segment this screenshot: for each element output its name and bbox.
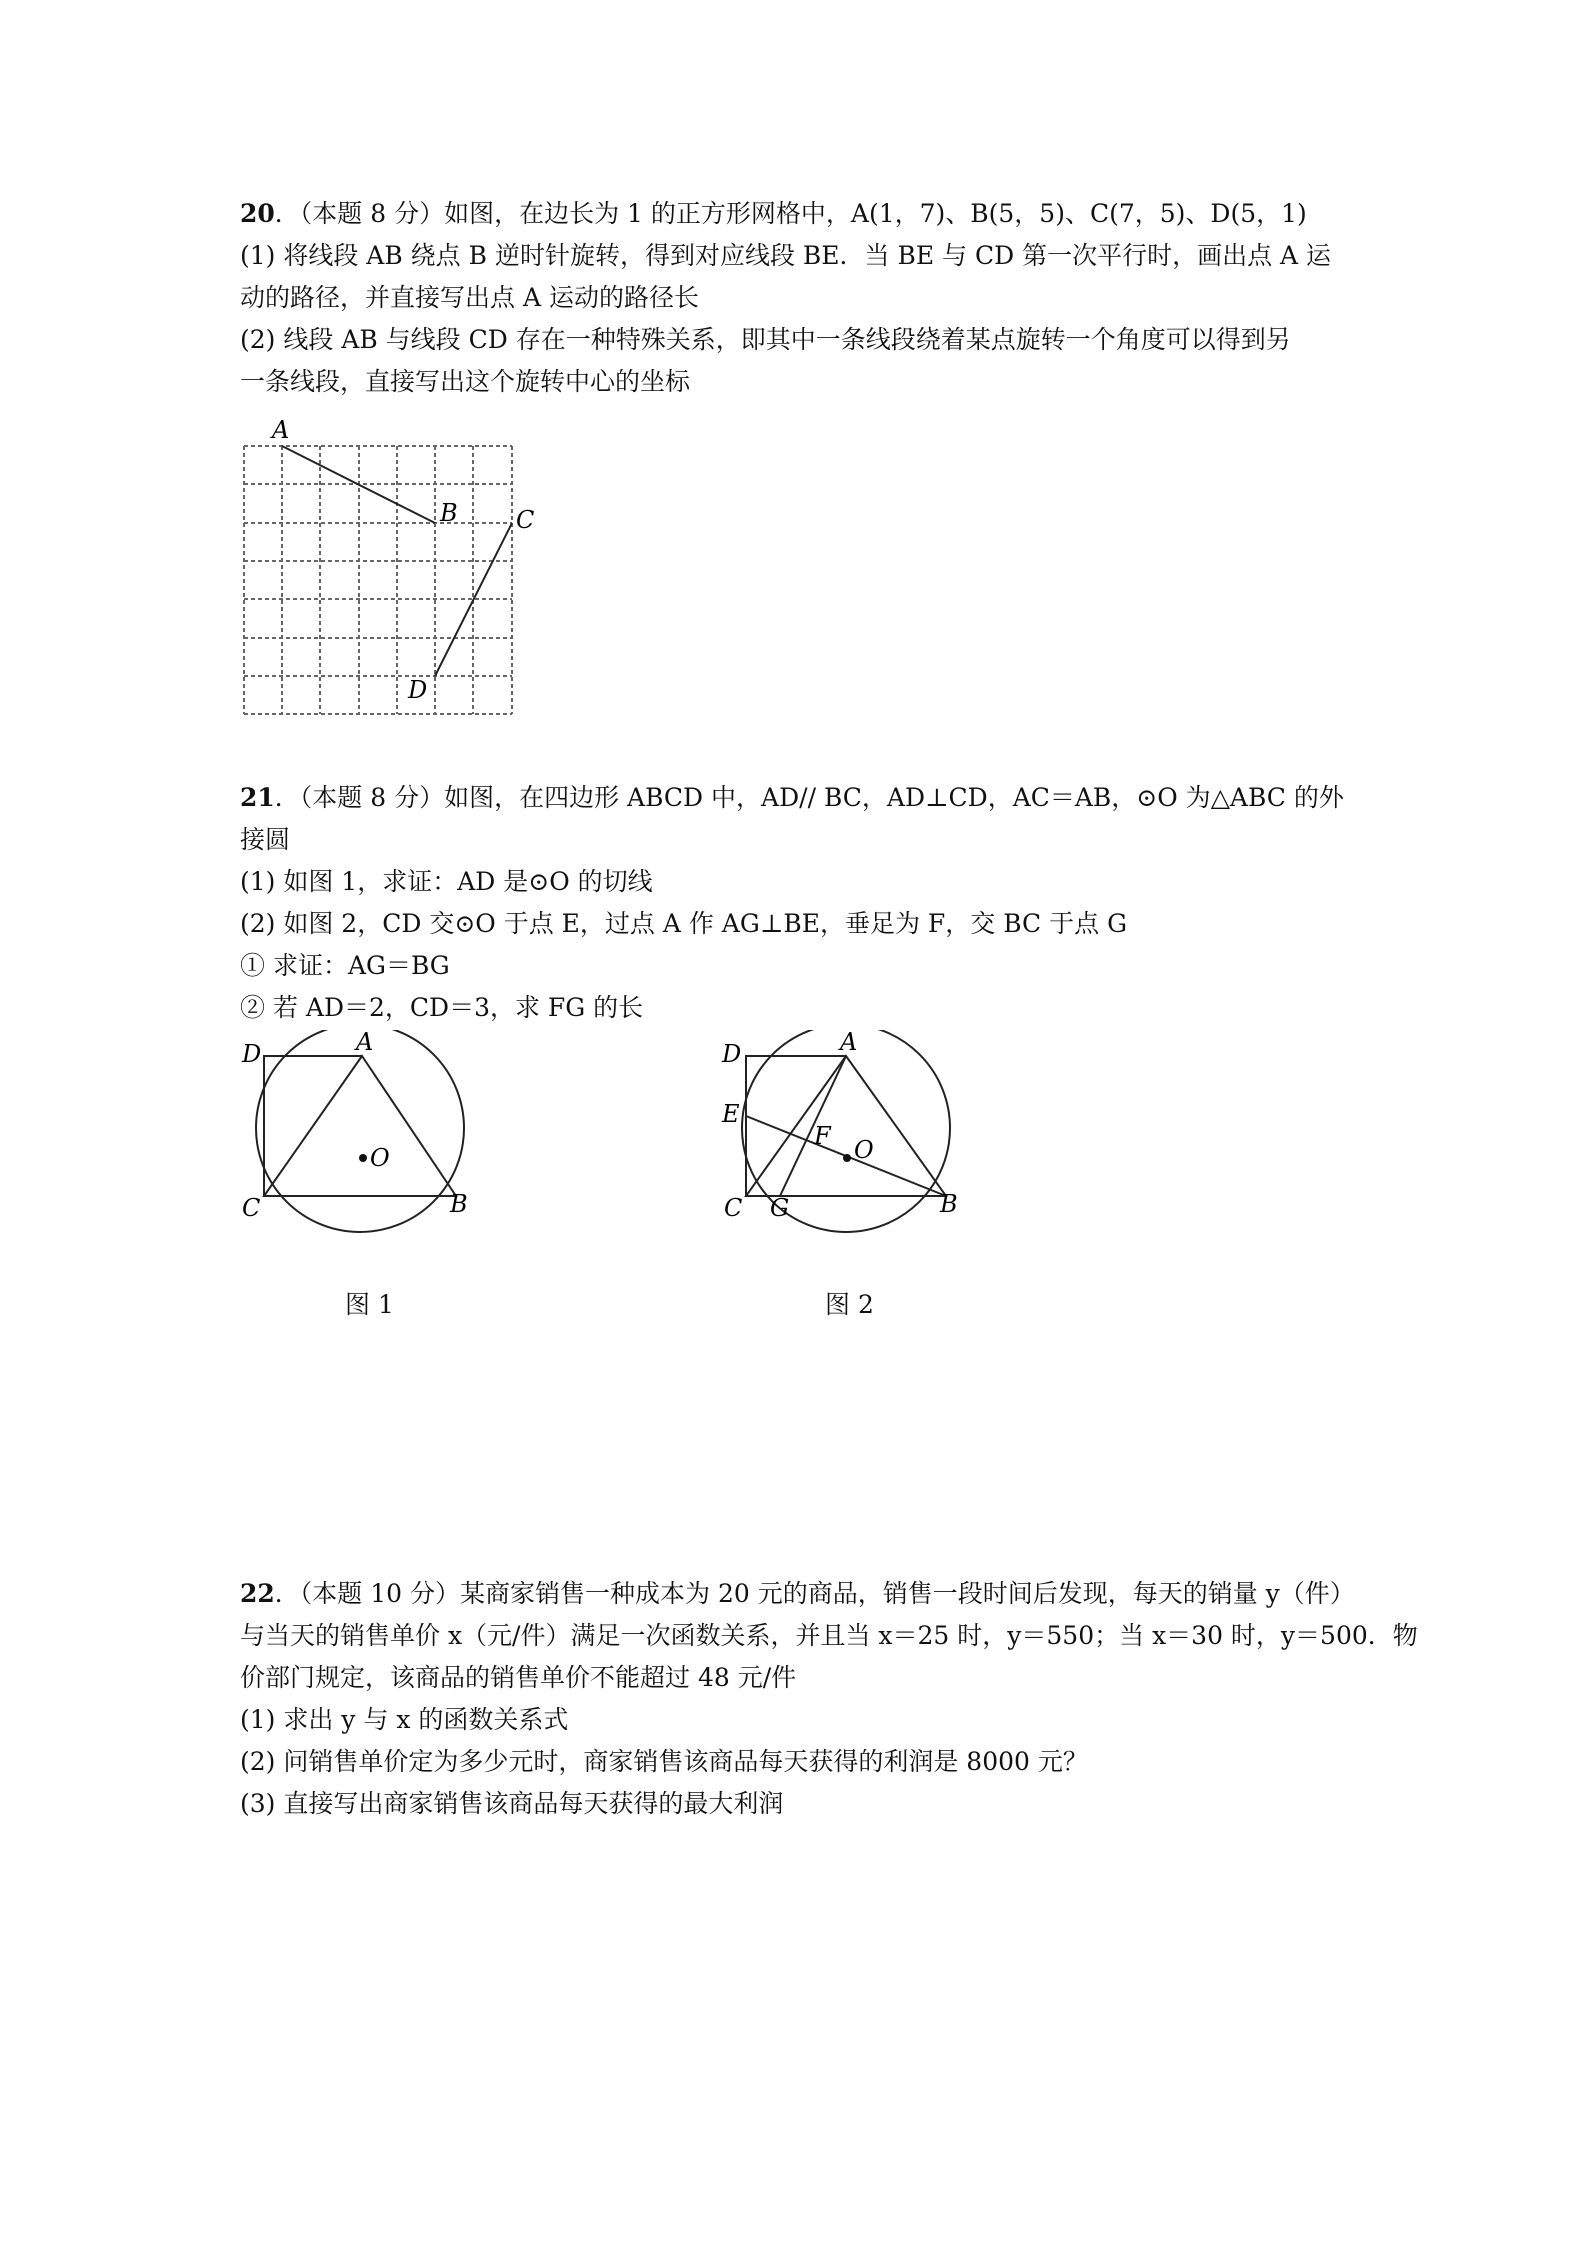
label-a: A (272, 416, 290, 444)
q21-part2: (2) 如图 2，CD 交⊙O 于点 E，过点 A 作 AG⊥BE，垂足为 F，交 BC 于点 G (240, 909, 1128, 938)
q20-part2-line2: 一条线段，直接写出这个旋转中心的坐标 (240, 367, 691, 396)
label-o: O (370, 1144, 390, 1172)
center-point (359, 1154, 367, 1162)
q21-figure-2 (710, 1030, 970, 1280)
q20-part1-line2: 动的路径，并直接写出点 A 运动的路径长 (240, 283, 699, 312)
label-b: B (450, 1190, 468, 1218)
q21-number: 21 (240, 783, 275, 812)
q22-part3: (3) 直接写出商家销售该商品每天获得的最大利润 (240, 1789, 784, 1818)
triangle-abc (746, 1056, 946, 1196)
q21-figure-1 (230, 1030, 490, 1280)
q20-part1-line1: (1) 将线段 AB 绕点 B 逆时针旋转，得到对应线段 BE．当 BE 与 CD 第一次平行时，画出点 A 运 (240, 241, 1332, 270)
label-a: A (840, 1030, 858, 1056)
q22-part2: (2) 问销售单价定为多少元时，商家销售该商品每天获得的利润是 8000 元？ (240, 1747, 1088, 1776)
label-d: D (722, 1040, 742, 1068)
triangle-abc (264, 1056, 456, 1196)
q21-heading-line2: 接圆 (240, 825, 291, 854)
segment-ag (780, 1056, 846, 1196)
q21-sub1: ① 求证：AG＝BG (240, 951, 450, 980)
label-f: F (814, 1122, 831, 1150)
label-d: D (242, 1040, 262, 1068)
q21-heading-text: ．（本题 8 分）如图，在四边形 ABCD 中，AD// BC，AD⊥CD，AC＝AB，⊙O 为△ABC 的外 (274, 783, 1344, 812)
q20-number: 20 (240, 199, 275, 228)
q22-heading-line2: 与当天的销售单价 x（元/件）满足一次函数关系，并且当 x＝25 时，y＝550；当 x＝30 时，y＝500．物 (240, 1621, 1418, 1650)
square-grid (244, 446, 512, 714)
label-a: A (356, 1030, 374, 1056)
q20-heading (240, 198, 1307, 230)
q20-grid-figure (230, 410, 550, 730)
label-b: B (940, 1190, 958, 1218)
q20-part2-line1: (2) 线段 AB 与线段 CD 存在一种特殊关系，即其中一条线段绕着某点旋转一个角度可以得到另 (240, 325, 1291, 354)
q22-heading-text: ．（本题 10 分）某商家销售一种成本为 20 元的商品，销售一段时间后发现，每天的销量 y（件） (274, 1579, 1355, 1608)
q21-heading (240, 782, 1344, 814)
q21-sub2: ② 若 AD＝2，CD＝3，求 FG 的长 (240, 993, 644, 1022)
q21-part1: (1) 如图 1，求证：AD 是⊙O 的切线 (240, 867, 653, 896)
center-point (843, 1154, 851, 1162)
label-c: C (516, 506, 535, 534)
figure-2-caption: 图 2 (825, 1290, 874, 1319)
label-c: C (242, 1194, 261, 1222)
q22-heading-line3: 价部门规定，该商品的销售单价不能超过 48 元/件 (240, 1663, 797, 1692)
q22-heading (240, 1578, 1355, 1610)
label-c: C (724, 1194, 743, 1222)
label-o: O (854, 1136, 874, 1164)
figure-1-caption: 图 1 (345, 1290, 394, 1319)
q22-number: 22 (240, 1579, 275, 1608)
label-e: E (722, 1100, 740, 1128)
q20-heading-text: ．（本题 8 分）如图，在边长为 1 的正方形网格中，A(1，7)、B(5，5)、C(7，5)、D(5，1) (274, 199, 1307, 228)
label-g: G (770, 1194, 790, 1222)
label-b: B (440, 499, 458, 527)
q22-part1: (1) 求出 y 与 x 的函数关系式 (240, 1705, 569, 1734)
label-d: D (408, 676, 428, 704)
